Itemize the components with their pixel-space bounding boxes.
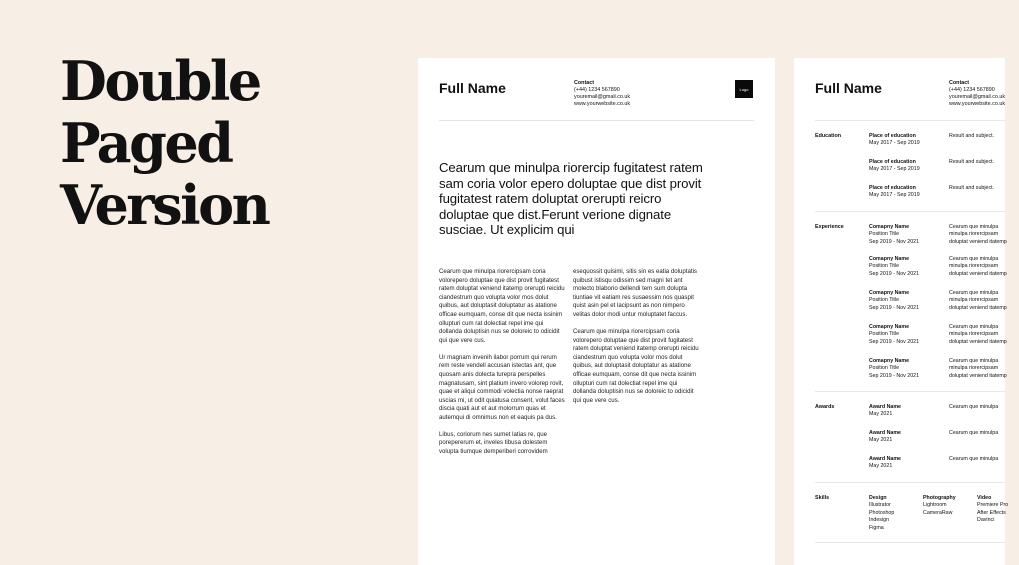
body-paragraph: esequossit quisimi, sitis sin es eatia doluptatis quibust istisqu odissim sed magni tet ant molecto blaborio dellendi tem sum dolupta tiuntiae vit eatiam res susaessim nos quaspit quist asin pel et lacipsunt as non nimpero velitas dolor modi untur moluptatet faccus. xyxy=(573,268,697,318)
logo-placeholder xyxy=(735,80,753,98)
body-paragraph: Cearum que minulpa riorercipsam coria volorepero doluptae que dist provit fugitatest ratem doluptat veniend itatemp orerupti reicidu ciandestrum quo volupta volor mos dolut quibus, aut doluptasit doluptatur as atatione officae eumquam, conse dit que necta issinim ollupturi cum rat dolectiat repel ime qui dollanda doluptisin nus se doloreic to odicidit qui que vere cus. xyxy=(439,268,565,344)
entry-date: Sep 2019 - Nov 2021 xyxy=(869,238,920,245)
skill-item: Davinci xyxy=(977,517,995,524)
skill-group-video xyxy=(977,495,1008,525)
skill-item: Indesign xyxy=(869,517,890,524)
entry-title: Award Name xyxy=(869,430,901,436)
skill-group-title: Design xyxy=(869,495,887,501)
entry-desc-line: doluptat veniend itatemp xyxy=(949,338,1007,345)
entry-date: Sep 2019 - Nov 2021 xyxy=(869,372,920,379)
hero-title-line-1: Double Paged xyxy=(60,49,260,175)
entry-date: May 2021 xyxy=(869,411,893,418)
contact-block xyxy=(949,80,1005,108)
skill-group-design xyxy=(869,495,894,532)
entry-title: Comapny Name xyxy=(869,358,910,364)
education-entry xyxy=(869,185,949,200)
entry-date: May 2017 - Sep 2019 xyxy=(869,140,920,147)
entry-date: Sep 2019 - Nov 2021 xyxy=(869,338,920,345)
experience-entry xyxy=(869,358,949,380)
award-entry xyxy=(869,430,949,445)
entry-desc-line: Cearum que minulpa xyxy=(949,290,999,296)
entry-desc-line: minulpa riorercipsam xyxy=(949,263,999,270)
experience-entry xyxy=(869,290,949,312)
entry-desc-line: Cearum que minulpa xyxy=(949,358,999,364)
entry-title: Place of education xyxy=(869,159,916,165)
entry-role: Position Title xyxy=(869,331,900,338)
entry-desc-line: Cearum que minulpa xyxy=(949,256,999,262)
experience-entry xyxy=(869,256,949,278)
entry-title: Comapny Name xyxy=(869,324,910,330)
entry-description xyxy=(949,290,1019,312)
entry-title: Comapny Name xyxy=(869,224,910,230)
entry-desc-line: doluptat veniend itatemp xyxy=(949,304,1007,311)
entry-date: May 2017 - Sep 2019 xyxy=(869,192,920,199)
entry-title: Comapny Name xyxy=(869,290,910,296)
body-paragraph: Cearum que minulpa riorercipsam coria volorepero doluptae que dist provit fugitatest ratem doluptat veniend itatemp orerupti reicidu ciandestrum quo volupta volor mos dolut quibus, aut doluptasit doluptatur as atatione officae eumquam, conse dit que necta issinim ollupturi cum rat dolectiat repel ime qui dollanda doluptisin nus se doloreic to odicidit qui que vere cus. xyxy=(573,327,699,404)
entry-description xyxy=(949,358,1019,380)
entry-title: Place of education xyxy=(869,133,916,139)
education-label: Education xyxy=(815,133,842,139)
hero-title-line-2: Version xyxy=(60,173,269,237)
award-entry xyxy=(869,404,949,419)
entry-date: Sep 2019 - Nov 2021 xyxy=(869,304,920,311)
entry-date: May 2017 - Sep 2019 xyxy=(869,166,920,173)
section-divider xyxy=(815,211,1005,212)
entry-role: Position Title xyxy=(869,263,900,270)
experience-entry xyxy=(869,224,949,246)
education-entry xyxy=(869,133,949,148)
entry-description: Result and subject. xyxy=(949,133,995,139)
entry-date: May 2021 xyxy=(869,463,893,470)
experience-entry xyxy=(869,324,949,346)
entry-desc-line: minulpa riorercipsam xyxy=(949,365,999,372)
header-divider xyxy=(439,120,754,121)
award-entry xyxy=(869,456,949,471)
resume-page-1 xyxy=(418,58,775,565)
entry-description: Result and subject. xyxy=(949,185,995,191)
header-divider xyxy=(815,120,1005,121)
hero-title xyxy=(60,50,400,236)
entry-title: Award Name xyxy=(869,456,901,462)
entry-description: Cearum que minulpa xyxy=(949,456,999,462)
contact-email: youremail@gmail.co.uk xyxy=(949,94,1006,100)
entry-desc-line: minulpa riorercipsam xyxy=(949,331,999,338)
logo-label: Logo xyxy=(739,86,749,92)
experience-label: Experience xyxy=(815,224,844,230)
awards-label: Awards xyxy=(815,404,835,410)
section-divider xyxy=(815,542,1005,543)
entry-description: Result and subject. xyxy=(949,159,995,165)
body-paragraph: Ur magnam invenih ilabor porrum qui rerum rem reste vendell accusan istectas ant, que quosam anis dolecta turepra perspelles magnatusam, sint platium invero volorep rovit, quae et aliqui commodi volectia nonse raeprat uscias mi, ut odit quiatusa consent, volut faces discia quati aut et aut molorrum quas et autemqui di omnimus non et eaquis pa dus. xyxy=(439,353,565,421)
contact-phone: (+44) 1234 567890 xyxy=(574,87,620,93)
section-divider xyxy=(815,391,1005,392)
resume-page-2 xyxy=(794,58,1009,565)
entry-desc-line: minulpa riorercipsam xyxy=(949,297,999,304)
entry-description xyxy=(949,256,1019,278)
entry-desc-line: doluptat veniend itatemp xyxy=(949,270,1007,277)
skill-group-photography xyxy=(923,495,956,517)
contact-website: www.yourwebsite.co.uk xyxy=(574,101,631,107)
entry-date: Sep 2019 - Nov 2021 xyxy=(869,270,920,277)
entry-title: Comapny Name xyxy=(869,256,910,262)
entry-desc-line: doluptat veniend itatemp xyxy=(949,372,1007,379)
body-paragraph: Libus, coriorum nes sumet latias re, que porepererum et, inveles tibusa dolestem volupta tiumque demperiberi corrovidem xyxy=(439,430,548,456)
education-entry xyxy=(869,159,949,174)
skill-item: Figma xyxy=(869,524,884,531)
full-name: Full Name xyxy=(439,80,506,96)
entry-desc-line: Cearum que minulpa xyxy=(949,324,999,330)
entry-desc-line: doluptat veniend itatemp xyxy=(949,238,1007,245)
entry-role: Position Title xyxy=(869,231,900,238)
body-column-1 xyxy=(439,268,567,465)
skill-item: After Effects xyxy=(977,509,1006,516)
entry-role: Position Title xyxy=(869,365,900,372)
entry-date: May 2021 xyxy=(869,437,893,444)
section-divider xyxy=(815,482,1005,483)
skill-item: Lightroom xyxy=(923,502,947,509)
skill-item: Photoshop xyxy=(869,509,895,516)
entry-desc-line: Cearum que minulpa xyxy=(949,224,999,230)
lead-paragraph: Cearum que minulpa riorercip fugitatest ratem sam coria volor epero doluptae que dist provit fugitatest ratem doluptat orerupti reicro doluptae que dist.Ferunt verione dignate susciae. Ut explicim qui xyxy=(439,160,703,238)
contact-website: www.yourwebsite.co.uk xyxy=(949,101,1006,107)
skill-item: Premiere Pro xyxy=(977,502,1009,509)
skills-label: Skills xyxy=(815,495,830,501)
contact-phone: (+44) 1234 567890 xyxy=(949,87,995,93)
contact-block xyxy=(574,80,630,108)
skill-group-title: Video xyxy=(977,495,992,501)
contact-title: Contact xyxy=(574,80,595,86)
body-column-2 xyxy=(573,268,701,414)
skill-item: CameraRaw xyxy=(923,509,953,516)
entry-desc-line: minulpa riorercipsam xyxy=(949,231,999,238)
entry-description: Cearum que minulpa xyxy=(949,430,999,436)
contact-title: Contact xyxy=(949,80,970,86)
entry-title: Place of education xyxy=(869,185,916,191)
skill-item: Illustrator xyxy=(869,502,891,509)
full-name: Full Name xyxy=(815,80,882,96)
skill-group-title: Photography xyxy=(923,495,956,501)
entry-description: Cearum que minulpa xyxy=(949,404,999,410)
contact-email: youremail@gmail.co.uk xyxy=(574,94,631,100)
entry-role: Position Title xyxy=(869,297,900,304)
entry-title: Award Name xyxy=(869,404,901,410)
entry-description xyxy=(949,224,1019,246)
entry-description xyxy=(949,324,1019,346)
